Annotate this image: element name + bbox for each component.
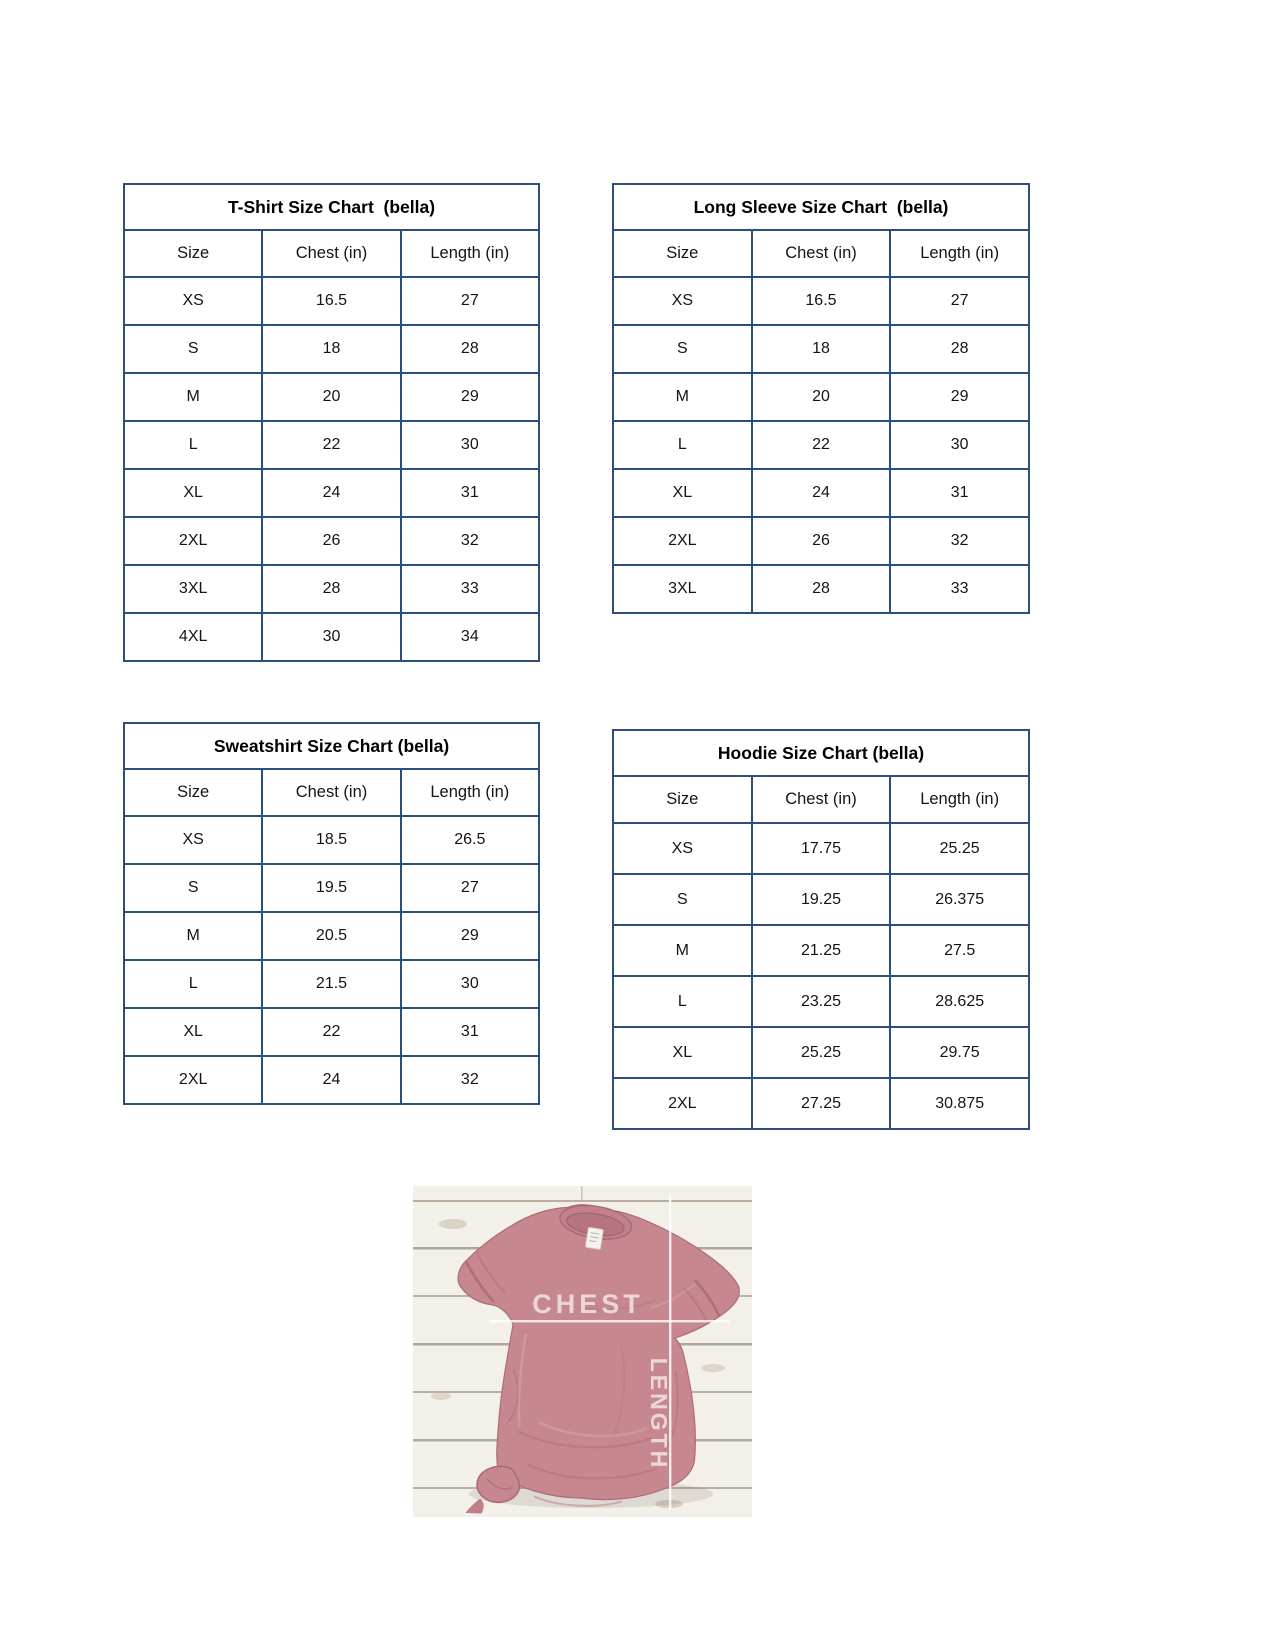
chest-cell: 21.5 [262,960,400,1008]
chest-cell: 18 [752,325,891,373]
size-cell: L [613,421,752,469]
chest-cell: 17.75 [752,823,891,874]
size-cell: L [613,976,752,1027]
table-title: Long Sleeve Size Chart (bella) [613,184,1029,230]
col-header-chest: Chest (in) [752,776,891,823]
table-row [613,325,1029,373]
col-header-size: Size [613,776,752,823]
length-cell: 28.625 [890,976,1029,1027]
size-cell: 2XL [613,517,752,565]
col-header-length: Length (in) [401,230,539,277]
length-cell: 29 [401,373,539,421]
length-label: LENGTH [646,1357,672,1471]
size-cell: 2XL [124,517,262,565]
table-row [613,421,1029,469]
length-cell: 29.75 [890,1027,1029,1078]
size-cell: M [613,373,752,421]
table-row [124,960,539,1008]
table-row [124,277,539,325]
chest-measure-line [489,1320,729,1322]
length-cell: 30 [401,960,539,1008]
chest-cell: 16.5 [262,277,400,325]
length-cell: 26.375 [890,874,1029,925]
size-cell: XS [613,823,752,874]
size-cell: XL [613,1027,752,1078]
table-row [124,421,539,469]
length-cell: 29 [890,373,1029,421]
table-row [124,864,539,912]
table-row [124,469,539,517]
chest-label: CHEST [532,1289,644,1319]
chest-cell: 20 [262,373,400,421]
size-cell: 2XL [613,1078,752,1129]
chest-cell: 23.25 [752,976,891,1027]
size-cell: S [124,864,262,912]
length-cell: 31 [401,469,539,517]
size-guide-photo [413,1186,752,1517]
length-cell: 25.25 [890,823,1029,874]
longsleeve-size-table [612,183,1030,614]
chest-cell: 19.5 [262,864,400,912]
col-header-chest: Chest (in) [262,230,400,277]
size-cell: 3XL [124,565,262,613]
table-row [613,277,1029,325]
col-header-size: Size [124,769,262,816]
table-title-row [613,184,1029,230]
size-guide-photo-svg [413,1186,752,1517]
chest-cell: 25.25 [752,1027,891,1078]
size-cell: 3XL [613,565,752,613]
col-header-chest: Chest (in) [262,769,400,816]
chest-cell: 18.5 [262,816,400,864]
length-cell: 34 [401,613,539,661]
table-header-row [613,776,1029,823]
table-row [613,823,1029,874]
table-row [124,613,539,661]
table-row [613,565,1029,613]
length-cell: 27 [401,864,539,912]
length-cell: 28 [401,325,539,373]
length-cell: 28 [890,325,1029,373]
length-cell: 33 [890,565,1029,613]
chest-cell: 20 [752,373,891,421]
length-cell: 29 [401,912,539,960]
col-header-chest: Chest (in) [752,230,891,277]
table-header-row [124,769,539,816]
table-row [124,325,539,373]
table-row [613,976,1029,1027]
col-header-length: Length (in) [401,769,539,816]
col-header-size: Size [613,230,752,277]
size-cell: 2XL [124,1056,262,1104]
table-row [124,912,539,960]
table-row [124,1008,539,1056]
size-cell: XS [124,816,262,864]
size-cell: M [613,925,752,976]
size-cell: XL [124,1008,262,1056]
chest-cell: 24 [262,1056,400,1104]
size-cell: L [124,960,262,1008]
table-row [124,1056,539,1104]
chest-cell: 26 [262,517,400,565]
neck-tag [585,1227,603,1249]
table-title: Sweatshirt Size Chart (bella) [124,723,539,769]
chest-cell: 22 [262,1008,400,1056]
length-cell: 30 [401,421,539,469]
table-row [124,816,539,864]
table-title-row [124,723,539,769]
size-cell: S [613,874,752,925]
col-header-size: Size [124,230,262,277]
length-cell: 32 [890,517,1029,565]
table-row [124,517,539,565]
table-title-row [124,184,539,230]
length-cell: 27 [401,277,539,325]
chest-cell: 16.5 [752,277,891,325]
table-row [124,373,539,421]
length-cell: 32 [401,517,539,565]
length-cell: 33 [401,565,539,613]
table-title-row [613,730,1029,776]
size-cell: M [124,373,262,421]
chest-cell: 22 [262,421,400,469]
length-cell: 30 [890,421,1029,469]
size-cell: XS [124,277,262,325]
chest-cell: 19.25 [752,874,891,925]
table-row [613,517,1029,565]
chest-cell: 21.25 [752,925,891,976]
sweatshirt-size-table [123,722,540,1105]
chest-cell: 24 [752,469,891,517]
table-header-row [613,230,1029,277]
chest-cell: 18 [262,325,400,373]
length-cell: 30.875 [890,1078,1029,1129]
chest-cell: 27.25 [752,1078,891,1129]
col-header-length: Length (in) [890,776,1029,823]
table-title: T-Shirt Size Chart (bella) [124,184,539,230]
table-header-row [124,230,539,277]
table-row [613,469,1029,517]
size-cell: XS [613,277,752,325]
col-header-length: Length (in) [890,230,1029,277]
length-cell: 31 [401,1008,539,1056]
table-row [613,874,1029,925]
size-cell: 4XL [124,613,262,661]
hoodie-size-table [612,729,1030,1130]
table-row [613,373,1029,421]
size-cell: L [124,421,262,469]
length-cell: 27 [890,277,1029,325]
chest-cell: 20.5 [262,912,400,960]
size-cell: S [124,325,262,373]
length-cell: 32 [401,1056,539,1104]
table-row [613,1027,1029,1078]
chest-cell: 26 [752,517,891,565]
chest-cell: 22 [752,421,891,469]
chest-cell: 28 [262,565,400,613]
table-title: Hoodie Size Chart (bella) [613,730,1029,776]
size-cell: S [613,325,752,373]
table-row [124,565,539,613]
tshirt-size-table [123,183,540,662]
table-row [613,925,1029,976]
size-cell: XL [613,469,752,517]
length-cell: 26.5 [401,816,539,864]
table-row [613,1078,1029,1129]
size-cell: M [124,912,262,960]
size-cell: XL [124,469,262,517]
chest-cell: 28 [752,565,891,613]
length-cell: 27.5 [890,925,1029,976]
chest-cell: 30 [262,613,400,661]
chest-cell: 24 [262,469,400,517]
length-cell: 31 [890,469,1029,517]
